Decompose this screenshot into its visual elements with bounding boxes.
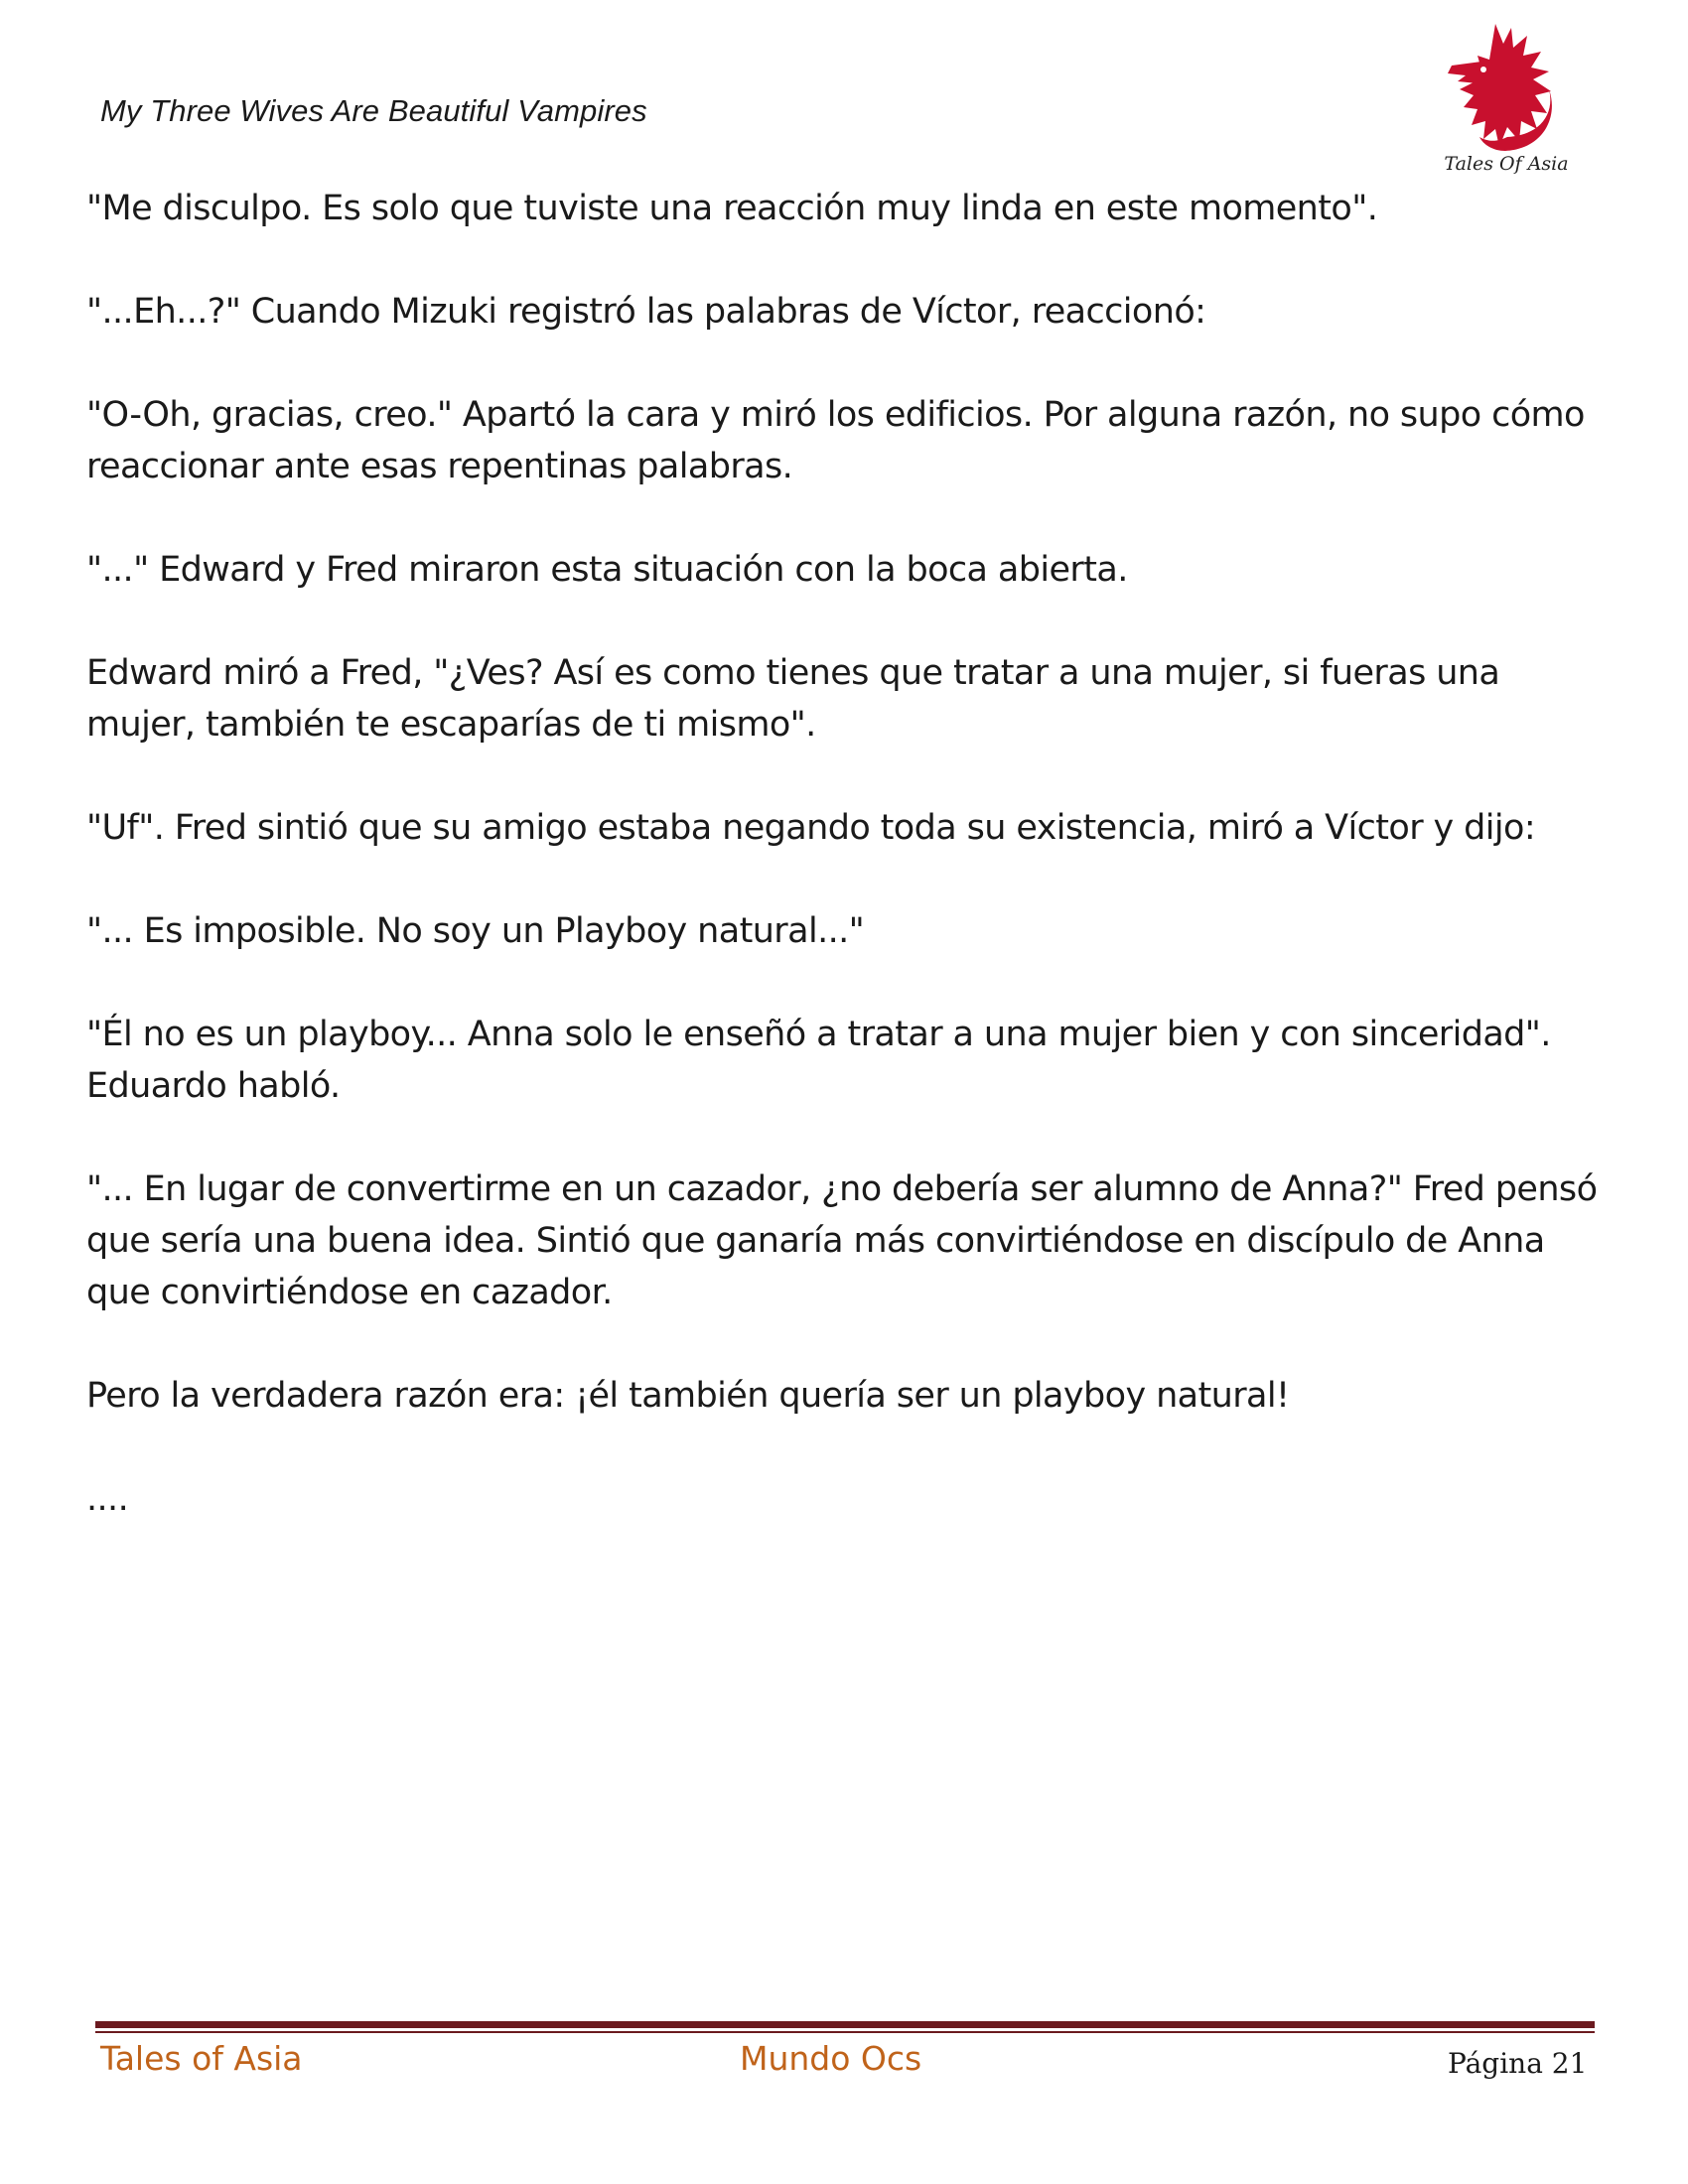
paragraph: "... En lugar de convertirme en un cazador, ¿no debería ser alumno de Anna?" Fred pensó que sería una buena idea. Sintió que ganaría más convirtiéndose en discípulo de Anna que convirtiéndose en cazador. — [86, 1169, 1598, 1312]
logo-text: Tales Of Asia — [1444, 153, 1569, 175]
paragraph: Edward miró a Fred, "¿Ves? Así es como tienes que tratar a una mujer, si fueras una mujer, también te escaparías de ti mismo". — [86, 653, 1500, 745]
paragraph: Pero la verdadera razón era: ¡él también quería ser un playboy natural! — [86, 1376, 1290, 1416]
paragraph: "O-Oh, gracias, creo." Apartó la cara y miró los edificios. Por alguna razón, no supo cómo reaccionar ante esas repentinas palabras. — [86, 395, 1585, 486]
page-number: Página 21 — [1448, 2047, 1588, 2080]
footer-source: Mundo Ocs — [740, 2039, 922, 2078]
header-title: My Three Wives Are Beautiful Vampires — [100, 93, 647, 128]
paragraph: "..." Edward y Fred miraron esta situación con la boca abierta. — [86, 550, 1128, 590]
body-text — [86, 183, 1616, 1576]
footer-divider — [95, 2021, 1595, 2028]
paragraph: "... Es imposible. No soy un Playboy natural..." — [86, 911, 865, 951]
footer-divider-thin — [95, 2031, 1595, 2033]
paragraph: "Él no es un playboy... Anna solo le enseñó a tratar a una mujer bien y con sinceridad". Eduardo habló. — [86, 1015, 1551, 1106]
footer-publisher: Tales of Asia — [100, 2039, 303, 2078]
paragraph: "Uf". Fred sintió que su amigo estaba negando toda su existencia, miró a Víctor y dijo: — [86, 808, 1536, 848]
paragraph: "...Eh...?" Cuando Mizuki registró las palabras de Víctor, reaccionó: — [86, 292, 1206, 332]
paragraph: "Me disculpo. Es solo que tuviste una reacción muy linda en este momento". — [86, 189, 1378, 228]
paragraph: .... — [86, 1479, 129, 1519]
